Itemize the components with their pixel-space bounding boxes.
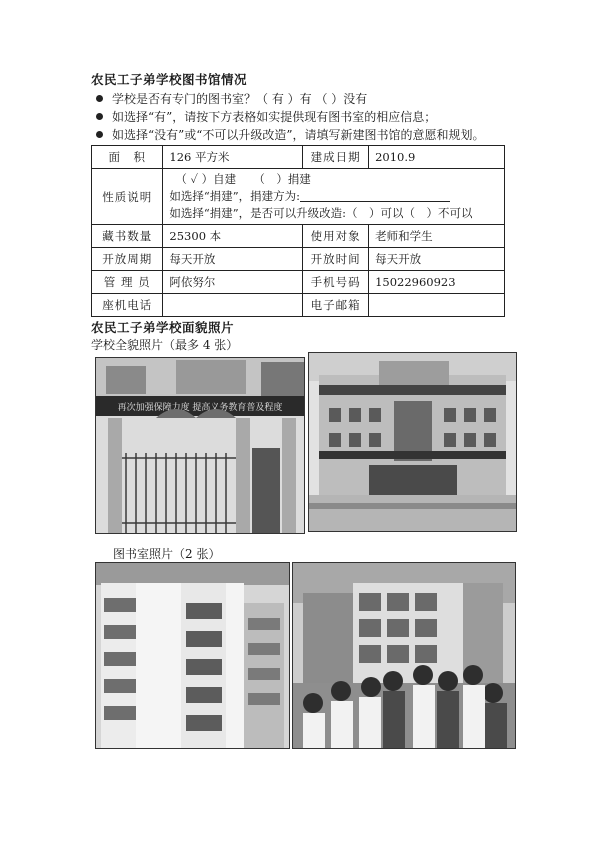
library-info-table (91, 145, 505, 317)
nature-selfbuilt-line: （ ✓ ）自建 （ ）捐建 (175, 172, 311, 186)
bullet-if-no: 如选择“没有”或“不可以升级改造”，请填写新建图书馆的意愿和规划。 (96, 128, 485, 143)
bullet-dot-icon (96, 131, 103, 138)
manager-label: 管 理 员 (92, 271, 163, 294)
nature-cell (163, 169, 505, 225)
built-date-label: 建成日期 (303, 146, 369, 169)
area-label: 面 积 (92, 146, 163, 169)
books-label: 藏书数量 (92, 225, 163, 248)
mobile-value: 15022960923 (369, 271, 505, 294)
phone-label: 座机电话 (92, 294, 163, 317)
mobile-label: 手机号码 (303, 271, 369, 294)
donor-blank (300, 189, 450, 202)
table-row (92, 248, 505, 271)
library-section-title: 农民工子弟学校图书馆情况 (91, 72, 248, 87)
bullet-dot-icon (96, 95, 103, 102)
nature-label: 性质说明 (92, 169, 163, 225)
period-value: 每天开放 (163, 248, 303, 271)
area-value: 126 平方米 (163, 146, 303, 169)
library-photos-caption: 图书室照片（2 张） (113, 547, 221, 561)
manager-value: 阿依努尔 (163, 271, 303, 294)
bullet-if-yes: 如选择“有”，请按下方表格如实提供现有图书室的相应信息； (96, 110, 436, 125)
table-row (92, 294, 505, 317)
table-row (92, 225, 505, 248)
users-label: 使用对象 (303, 225, 369, 248)
users-value: 老师和学生 (369, 225, 505, 248)
bullet-has-library: 学校是否有专门的图书室？（ 有 ）有 （ ）没有 (96, 92, 367, 107)
time-label: 开放时间 (303, 248, 369, 271)
books-value: 25300 本 (163, 225, 303, 248)
school-gate-photo (95, 357, 305, 534)
nature-donor-line: 如选择“捐建”，捐建方为: (169, 188, 498, 205)
table-row (92, 146, 505, 169)
email-label: 电子邮箱 (303, 294, 369, 317)
school-building-photo (308, 352, 517, 532)
built-date-value: 2010.9 (369, 146, 505, 169)
period-label: 开放周期 (92, 248, 163, 271)
table-row (92, 169, 505, 225)
phone-value (163, 294, 303, 317)
children-reading-photo (292, 562, 516, 749)
photos-section-title: 农民工子弟学校面貌照片 (91, 320, 235, 335)
bookshelf-photo (95, 562, 290, 749)
bullet-dot-icon (96, 113, 103, 120)
school-photos-caption: 学校全貌照片（最多 4 张） (91, 338, 239, 352)
time-value: 每天开放 (369, 248, 505, 271)
nature-upgrade-line: 如选择“捐建”，是否可以升级改造:（ ）可以（ ）不可以 (169, 206, 473, 220)
table-row (92, 271, 505, 294)
email-value (369, 294, 505, 317)
gate-banner-text: 再次加强保障力度 提高义务教育普及程度 (117, 403, 283, 413)
